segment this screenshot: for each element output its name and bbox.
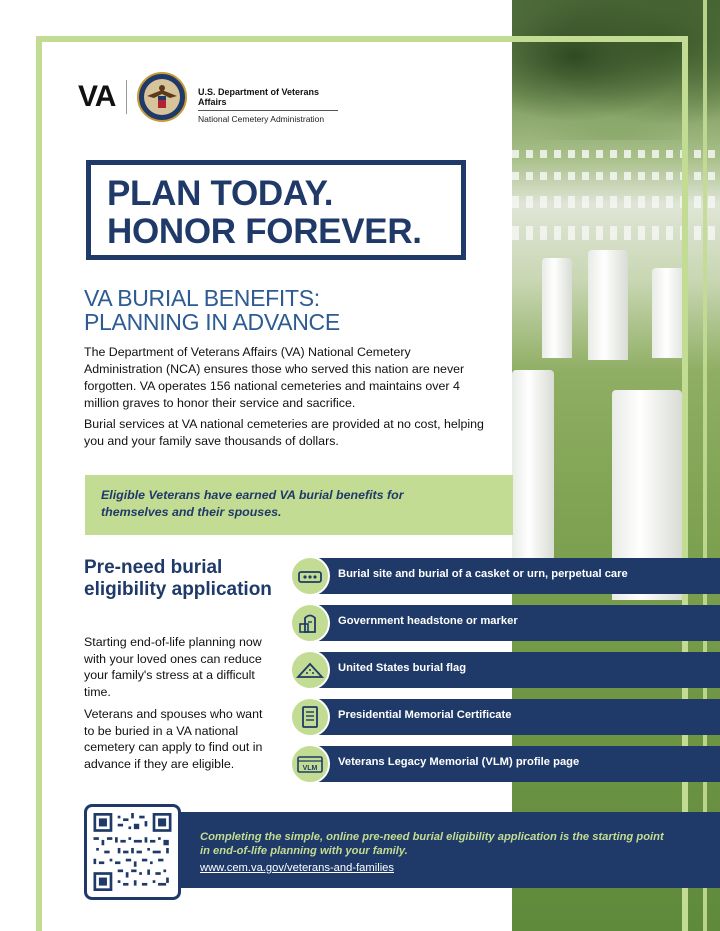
agency-block	[198, 87, 338, 124]
eligible-banner	[85, 475, 513, 535]
intro-paragraph: The Department of Veterans Affairs (VA) National Cemetery Administration (NCA) ensures those who served this nation are never forgotten. VA operates 156 national cemeteries and maintains over 4 million graves to honor their service and sacrifice.	[84, 345, 465, 410]
headstone-icon	[298, 612, 322, 634]
frame-left-border	[36, 36, 42, 931]
headstone	[588, 250, 628, 360]
headstone-row	[512, 226, 720, 240]
eligible-text: Eligible Veterans have earned VA burial benefits for themselves and their spouses.	[101, 488, 404, 519]
frame-top-border	[36, 36, 688, 42]
certificate-icon	[299, 705, 321, 729]
benefit-icon-circle	[290, 744, 330, 784]
svg-text:VLM: VLM	[302, 765, 318, 772]
frame-right-border	[682, 36, 688, 931]
benefit-icon-circle	[290, 697, 330, 737]
benefit-item-flag	[290, 652, 720, 688]
headstone	[542, 258, 572, 358]
department-name: U.S. Department of Veterans Affairs	[198, 87, 338, 111]
flag-icon	[296, 661, 324, 679]
headstone-row	[512, 196, 720, 208]
headline-line2: HONOR FOREVER.	[107, 212, 422, 251]
benefit-item-burial-site	[290, 558, 720, 594]
benefit-label: United States burial flag	[338, 662, 467, 674]
vlm-icon	[296, 754, 324, 774]
cost-paragraph: Burial services at VA national cemeteries are provided at no cost, helping you and your family save thousands of dollars.	[84, 417, 484, 448]
headline-line1: PLAN TODAY.	[107, 174, 334, 213]
benefit-icon-circle	[290, 650, 330, 690]
casket-icon	[297, 566, 323, 586]
benefit-label: Burial site and burial of a casket or urn, perpetual care	[338, 568, 628, 580]
qr-code[interactable]	[84, 804, 181, 900]
preneed-paragraph2: Veterans and spouses who want to be buried in a VA national cemetery can apply to find out in advance if they are eligible.	[84, 707, 263, 771]
benefit-label: Government headstone or marker	[338, 615, 518, 627]
preneed-title: Pre-need burial eligibility application	[84, 557, 272, 600]
benefit-item-headstone	[290, 605, 720, 641]
headstone-row	[512, 150, 720, 158]
subhead-line1: VA BURIAL BENEFITS:	[84, 285, 320, 311]
subhead-line2: PLANNING IN ADVANCE	[84, 309, 340, 335]
subhead	[84, 286, 340, 334]
benefit-item-certificate	[290, 699, 720, 735]
benefit-label: Veterans Legacy Memorial (VLM) profile page	[338, 756, 580, 768]
logo-divider	[126, 80, 127, 114]
footer-link[interactable]: www.cem.va.gov/veterans-and-families	[200, 862, 394, 874]
footer-cta: Completing the simple, online pre-need burial eligibility application is the starting point in end-of-life planning with your family.	[200, 831, 664, 857]
administration-name: National Cemetery Administration	[198, 114, 325, 124]
va-seal-icon	[137, 72, 187, 122]
headline-box	[86, 160, 466, 260]
benefit-label: Presidential Memorial Certificate	[338, 709, 512, 721]
preneed-paragraph1: Starting end-of-life planning now with your loved ones can reduce your family's stress at a difficult time.	[84, 635, 262, 699]
va-logo: VA	[78, 80, 116, 113]
benefit-icon-circle	[290, 603, 330, 643]
headstone-row	[512, 172, 720, 180]
frame-right-accent	[703, 0, 707, 931]
headstone	[512, 370, 554, 570]
benefit-item-vlm	[290, 746, 720, 782]
benefit-icon-circle	[290, 556, 330, 596]
trees-background	[512, 0, 720, 140]
footer-bar	[176, 812, 720, 888]
qr-code-icon	[93, 813, 172, 891]
cemetery-photo	[512, 0, 720, 931]
